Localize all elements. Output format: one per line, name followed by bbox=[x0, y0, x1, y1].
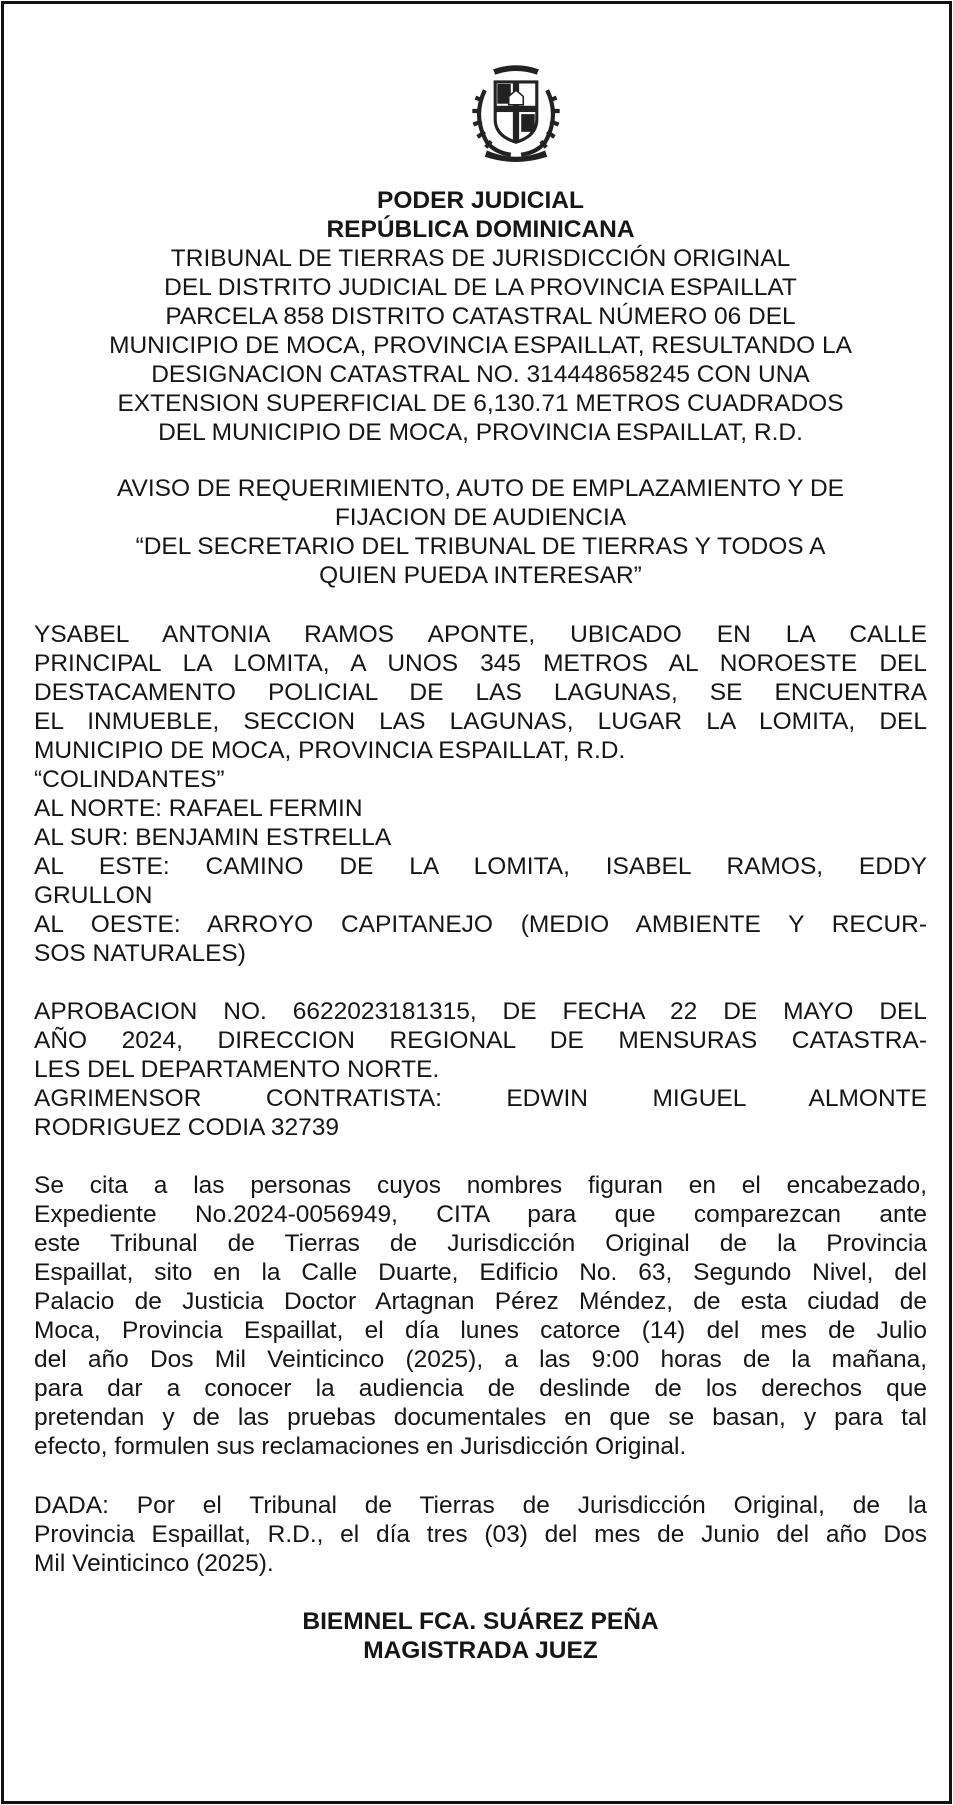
signature-block bbox=[34, 1607, 927, 1665]
property-line: DESTACAMENTO POLICIAL DE LAS LAGUNAS, SE ENCUENTRA bbox=[34, 679, 927, 706]
notice-title-line: QUIEN PUEDA INTERESAR” bbox=[319, 562, 642, 589]
boundary-east: AL ESTE: CAMINO DE LA LOMITA, ISABEL RAMOS, EDDY bbox=[34, 853, 927, 880]
header-line: DESIGNACION CATASTRAL NO. 314448658245 CON UNA bbox=[151, 361, 810, 388]
surveyor-line: RODRIGUEZ CODIA 32739 bbox=[34, 1114, 339, 1141]
institution-title: PODER JUDICIAL bbox=[377, 187, 584, 214]
property-line: MUNICIPIO DE MOCA, PROVINCIA ESPAILLAT, R.D. bbox=[34, 737, 626, 764]
header-line: MUNICIPIO DE MOCA, PROVINCIA ESPAILLAT, RESULTANDO LA bbox=[109, 332, 852, 359]
header-line: EXTENSION SUPERFICIAL DE 6,130.71 METROS CUADRADOS bbox=[117, 390, 844, 417]
notice-title-block bbox=[34, 474, 927, 590]
approval-line: APROBACION NO. 6622023181315, DE FECHA 22 DE MAYO DEL bbox=[34, 998, 927, 1025]
boundaries-heading: “COLINDANTES” bbox=[34, 766, 225, 793]
summons-line: del año Dos Mil Veinticinco (2025), a las 9:00 horas de la mañana, bbox=[34, 1346, 927, 1373]
property-description bbox=[34, 620, 927, 968]
judge-title: MAGISTRADA JUEZ bbox=[363, 1637, 598, 1664]
summons-line: Palacio de Justicia Doctor Artagnan Pérez Méndez, de esta ciudad de bbox=[34, 1288, 927, 1315]
summons-line: Moca, Provincia Espaillat, el día lunes catorce (14) del mes de Julio bbox=[34, 1317, 927, 1344]
judge-name: BIEMNEL FCA. SUÁREZ PEÑA bbox=[302, 1608, 659, 1635]
approval-line: AÑO 2024, DIRECCION REGIONAL DE MENSURAS CATASTRA- bbox=[34, 1027, 927, 1054]
issued-line: Mil Veinticinco (2025). bbox=[34, 1550, 274, 1577]
boundary-north: AL NORTE: RAFAEL FERMIN bbox=[34, 795, 363, 822]
issued-line: DADA: Por el Tribunal de Tierras de Jurisdicción Original, de la bbox=[34, 1492, 927, 1519]
issued-paragraph bbox=[34, 1491, 927, 1578]
coat-of-arms-icon bbox=[464, 59, 568, 163]
property-line: PRINCIPAL LA LOMITA, A UNOS 345 METROS AL NOROESTE DEL bbox=[34, 650, 927, 677]
header-line: TRIBUNAL DE TIERRAS DE JURISDICCIÓN ORIGINAL bbox=[170, 245, 791, 272]
summons-line: pretendan y de las pruebas documentales en que se basan, y para tal bbox=[34, 1404, 927, 1431]
summons-line: Expediente No.2024-0056949, CITA para que comparezcan ante bbox=[34, 1201, 927, 1228]
header-line: DEL DISTRITO JUDICIAL DE LA PROVINCIA ESPAILLAT bbox=[164, 274, 797, 301]
document-frame bbox=[1, 1, 952, 1804]
property-line: YSABEL ANTONIA RAMOS APONTE, UBICADO EN LA CALLE bbox=[34, 621, 927, 648]
boundary-west: AL OESTE: ARROYO CAPITANEJO (MEDIO AMBIENTE Y RECUR- bbox=[34, 911, 927, 938]
header-line: PARCELA 858 DISTRITO CATASTRAL NÚMERO 06 DEL bbox=[165, 303, 796, 330]
notice-title-line: AVISO DE REQUERIMIENTO, AUTO DE EMPLAZAMIENTO Y DE bbox=[117, 475, 844, 502]
summons-line: para dar a conocer la audiencia de deslinde de los derechos que bbox=[34, 1375, 927, 1402]
surveyor-line: AGRIMENSOR CONTRATISTA: EDWIN MIGUEL ALMONTE bbox=[34, 1085, 927, 1112]
country-title: REPÚBLICA DOMINICANA bbox=[326, 216, 635, 243]
approval-line: LES DEL DEPARTAMENTO NORTE. bbox=[34, 1056, 440, 1083]
header-line: DEL MUNICIPIO DE MOCA, PROVINCIA ESPAILLAT, R.D. bbox=[158, 419, 803, 446]
summons-line: Se cita a las personas cuyos nombres figuran en el encabezado, bbox=[34, 1172, 927, 1199]
approval-block bbox=[34, 997, 927, 1142]
issued-line: Provincia Espaillat, R.D., el día tres (03) del mes de Junio del año Dos bbox=[34, 1521, 927, 1548]
notice-title-line: “DEL SECRETARIO DEL TRIBUNAL DE TIERRAS Y TODOS A bbox=[135, 533, 826, 560]
boundary-south: AL SUR: BENJAMIN ESTRELLA bbox=[34, 824, 392, 851]
summons-line: este Tribunal de Tierras de Jurisdicción Original de la Provincia bbox=[34, 1230, 927, 1257]
summons-line: efecto, formulen sus reclamaciones en Jurisdicción Original. bbox=[34, 1433, 687, 1460]
boundary-east-cont: GRULLON bbox=[34, 882, 153, 909]
summons-paragraph bbox=[34, 1171, 927, 1461]
summons-line: Espaillat, sito en la Calle Duarte, Edificio No. 63, Segundo Nivel, del bbox=[34, 1259, 927, 1286]
property-line: EL INMUEBLE, SECCION LAS LAGUNAS, LUGAR LA LOMITA, DEL bbox=[34, 708, 927, 735]
boundary-west-cont: SOS NATURALES) bbox=[34, 940, 246, 967]
header-block bbox=[34, 186, 927, 447]
notice-title-line: FIJACION DE AUDIENCIA bbox=[334, 504, 627, 531]
